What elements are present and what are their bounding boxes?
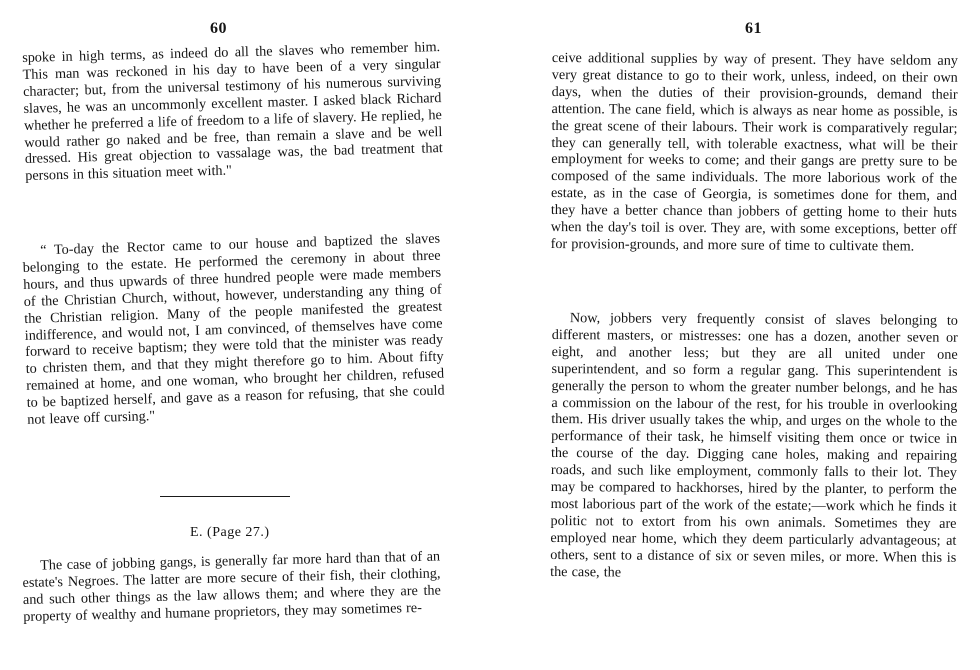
paragraph-estate-negroes (551, 50, 958, 256)
paragraph-text: The case of jobbing gangs, is generally far more hard than that of an estate's Negroes. The latter are more secure of their fish, their clothing, and such other things as the law allows them; and where they are the property of wealthy and humane proprietors, they may sometimes re- (22, 548, 442, 625)
paragraph-baptism-quote (22, 231, 445, 429)
section-divider (160, 496, 290, 497)
section-heading: E. (Page 27.) (190, 525, 270, 540)
page-number-left: 60 (210, 20, 227, 37)
paragraph-text: ceive additional supplies by way of present. They have seldom any very great distance to go to their work, unless, indeed, on their own days, when the duties of their provision-grounds, demand their attention. The cane field, which is always as near home as possible, is the great scene of their labours. Their work is comparatively regular; they can generally tell, with tolerable exactness, what will be their employment for weeks to come; and their gangs are pretty sure to be composed of the same individuals. The more laborious work of the estate, as in the case of Georgia, is sometimes done for them, and they have a better chance than jobbers of getting home to their huts when the day's toil is over. They are, with some exceptions, better off for provision-grounds, and more sure of time to cultivate them. (550, 50, 958, 255)
paragraph-text: “ To-day the Rector came to our house and baptized the slaves belonging to the estate. He performed the ceremony in about three hours, and thus upwards of three hundred people were made members of the Christian Church, without, however, understanding any thing of the Christian religion. Many of the people manifested the greatest indifference, and would not, I am convinced, of themselves have come forward to receive baptism; they were told that the minister was ready to christen them, and that they might therefore go to him. About fifty remained at home, and one woman, who brought her children, refused to be baptized herself, and gave as a reason for refusing, that she could not leave off cursing." (22, 230, 445, 428)
paragraph-jobbing-gangs (22, 549, 441, 626)
paragraph-jobbers (550, 310, 958, 583)
right-page (490, 0, 980, 670)
paragraph-continuation (22, 39, 443, 185)
paragraph-text: Now, jobbers very frequently consist of slaves belonging to different masters, or mistresses: one has a dozen, another seven or eight, and another less; but they are all united under one superintendent, and so form a regular gang. This superintendent is generally the person to whom the greater number belongs, and he has a commission on the labour of the rest, for his trouble in overlooking them. His driver usually takes the whip, and urges on the whole to the performance of their task, he himself visiting them once or twice in the course of the day. Digging cane holes, making and repairing roads, and such like employment, commonly falls to their lot. They may be compared to hackhorses, hired by the planter, to perform the most laborious part of the work of the estate;—work which he finds it politic not to extort from his own animals. Sometimes they are employed near home, which they deem particularly advantageous; at others, sent to a distance of six or seven miles, or more. When this is the case, the (550, 310, 958, 581)
paragraph-text: spoke in high terms, as indeed do all the slaves who remember him. This man was reckoned in his day to have been of a very singular character; but, from the universal testimony of his numerous surviving slaves, he was an uncommonly excellent master. I asked black Richard whether he preferred a life of freedom to a life of slavery. He replied, he would rather go naked and be free, than remain a slave and be well dressed. His great objection to vassalage was, the bad treatment that persons in this situation meet with." (22, 39, 443, 185)
page-number-right: 61 (745, 20, 762, 37)
